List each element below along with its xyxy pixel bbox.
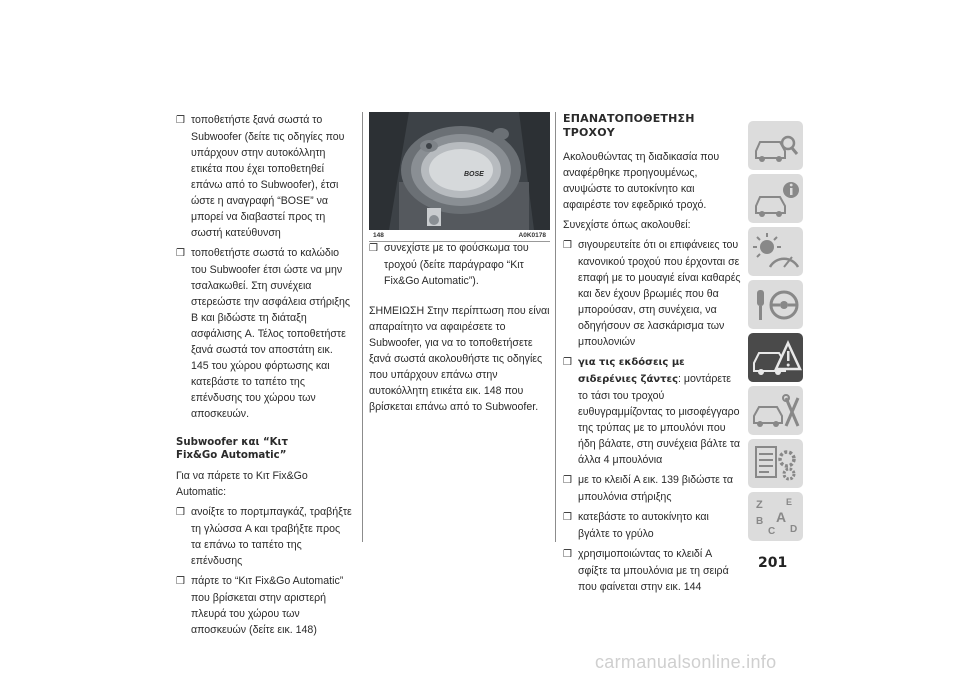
checkbox-bullet-icon: ❒ [369,243,378,254]
svg-text:A: A [776,509,787,525]
column-divider [555,112,556,542]
note-paragraph: ΣΗΜΕΙΩΣΗ Στην περίπτωση που είναι απαραίτητο να αφαιρέσετε το Subwoofer, για να το τοποθετήσετε ξανά σωστά ακολουθήστε τις οδηγίες που υπάρχουν επάνω στην αυτοκόλλητη ετικέτα εικ. 148 που βρίσκεται επάνω από το Subwoofer. [369,305,550,413]
tab-car-tools[interactable] [748,386,803,435]
car-warning-icon [748,333,803,382]
checkbox-bullet-icon: ❒ [176,576,185,587]
tab-alphabetic-index[interactable] [748,492,803,541]
list-item: ❒ σιγουρευτείτε ότι οι επιφάνειες του κανονικού τροχού που έρχονται σε επαφή με το μουαγιέ είναι καθαρές και δεν έχουν βρωμιές που θα μπορούσαν, στη συνέχεια, να οδηγήσουν σε λασκάρισμα των μπουλονιών [563,239,741,348]
column-left [176,112,352,642]
svg-text:C: C [768,526,776,537]
column-right [563,112,741,599]
key-steering-wheel-icon [748,280,803,329]
checkbox-bullet-icon: ❒ [176,507,185,518]
list-item: ❒ συνεχίστε με το φούσκωμα του τροχού (δείτε παράγραφο “Κιτ Fix&Go Automatic”). [369,242,529,287]
list-item: ❒ με το κλειδί A εικ. 139 βιδώστε τα μπουλόνια στήριξης [563,474,733,503]
checkbox-bullet-icon: ❒ [563,357,572,368]
column-divider [362,112,363,542]
car-info-icon [748,174,803,223]
svg-text:E: E [786,497,793,507]
list-item: ❒ κατεβάστε το αυτοκίνητο και βγάλτε το γρύλο [563,511,709,540]
section-heading: Subwoofer και “Κιτ Fix&Go Automatic” [176,437,289,461]
list-item: ❒ τοποθετήστε σωστά το καλώδιο του Subwoofer έτσι ώστε να μην τσαλακωθεί. Στη συνέχεια στερεώστε την ασφάλεια στήριξης B και βιδώστε τη διάταξη ασφάλισης A. Τέλος τοποθετήστε ξανά σωστά τον αποστάτη εικ. 145 του χώρου φόρτωσης και κατεβάστε το ταπέτο της επένδυσης του χώρου των αποσκευών. [176,247,351,420]
column-middle [369,240,551,419]
figure-148-trunk-subwoofer [369,112,550,230]
checkbox-bullet-icon: ❒ [563,240,572,251]
tab-key-steering[interactable] [748,280,803,329]
paragraph: Για να πάρετε το Κιτ Fix&Go Automatic: [176,470,308,498]
car-tools-icon [748,386,803,435]
tab-dashboard-lights[interactable] [748,227,803,276]
svg-text:B: B [756,516,764,527]
page-number: 201 [758,555,788,571]
tab-specs[interactable] [748,439,803,488]
paragraph: Ακολουθώντας τη διαδικασία που αναφέρθηκε προηγουμένως, ανυψώστε το αυτοκίνητο και αφαιρέστε τον εφεδρικό τροχό. [563,151,720,211]
specs-gear-icon [748,439,803,488]
chapter-tabs [748,121,803,545]
figure-number: 148 [373,232,384,239]
list-item: ❒ τοποθετήστε ξανά σωστά το Subwoofer (δείτε τις οδηγίες που υπάρχουν στην αυτοκόλλητη ετικέτα που έχει τοποθετηθεί επάνω από το Subwoofer), έτσι ώστε η αναγραφή “BOSE” να μπορεί να διαβαστεί προς τη σωστή κατεύθυνση [176,114,345,239]
figure-code: A0K0178 [518,232,546,239]
tab-emergency[interactable] [748,333,803,382]
bose-logo: BOSE [464,171,484,178]
checkbox-bullet-icon: ❒ [563,475,572,486]
car-search-icon [748,121,803,170]
watermark: carmanualsonline.info [595,652,777,672]
trunk-illustration [369,112,550,230]
checkbox-bullet-icon: ❒ [176,248,185,259]
svg-text:Z: Z [756,499,763,511]
list-item: ❒ για τις εκδόσεις με σιδερένιες ζάντες: μοντάρετε το τάσι του τροχού ευθυγραμμίζοντας το μισοφέγγαρο της τρύπας με το μπουλόνι που ήδη βάλατε, στη συνέχεια βάλτε τα άλλα 4 μπουλόνια [563,357,741,466]
checkbox-bullet-icon: ❒ [563,512,572,523]
checkbox-bullet-icon: ❒ [176,115,185,126]
tab-car-search[interactable] [748,121,803,170]
list-item: ❒ πάρτε το “Κιτ Fix&Go Automatic” που βρίσκεται στην αριστερή πλευρά του χώρου των αποσκευών (δείτε εικ. 148) [176,575,344,636]
list-item: ❒ χρησιμοποιώντας το κλειδί A σφίξτε τα μπουλόνια με τη σειρά που φαίνεται στην εικ. 144 [563,548,729,593]
dashboard-lights-icon [748,227,803,276]
list-item: ❒ ανοίξτε το πορτμπαγκάζ, τραβήξτε τη γλώσσα A και τραβήξτε προς τα επάνω το ταπέτο της επένδυσης [176,506,352,567]
tab-car-info[interactable] [748,174,803,223]
paragraph: Συνεχίστε όπως ακολουθεί: [563,219,691,231]
alphabet-index-icon [748,492,803,541]
section-heading: ΕΠΑΝΑΤΟΠΟΘΕΤΗΣΗ ΤΡΟΧΟΥ [563,112,695,139]
svg-text:D: D [790,524,798,535]
checkbox-bullet-icon: ❒ [563,549,572,560]
